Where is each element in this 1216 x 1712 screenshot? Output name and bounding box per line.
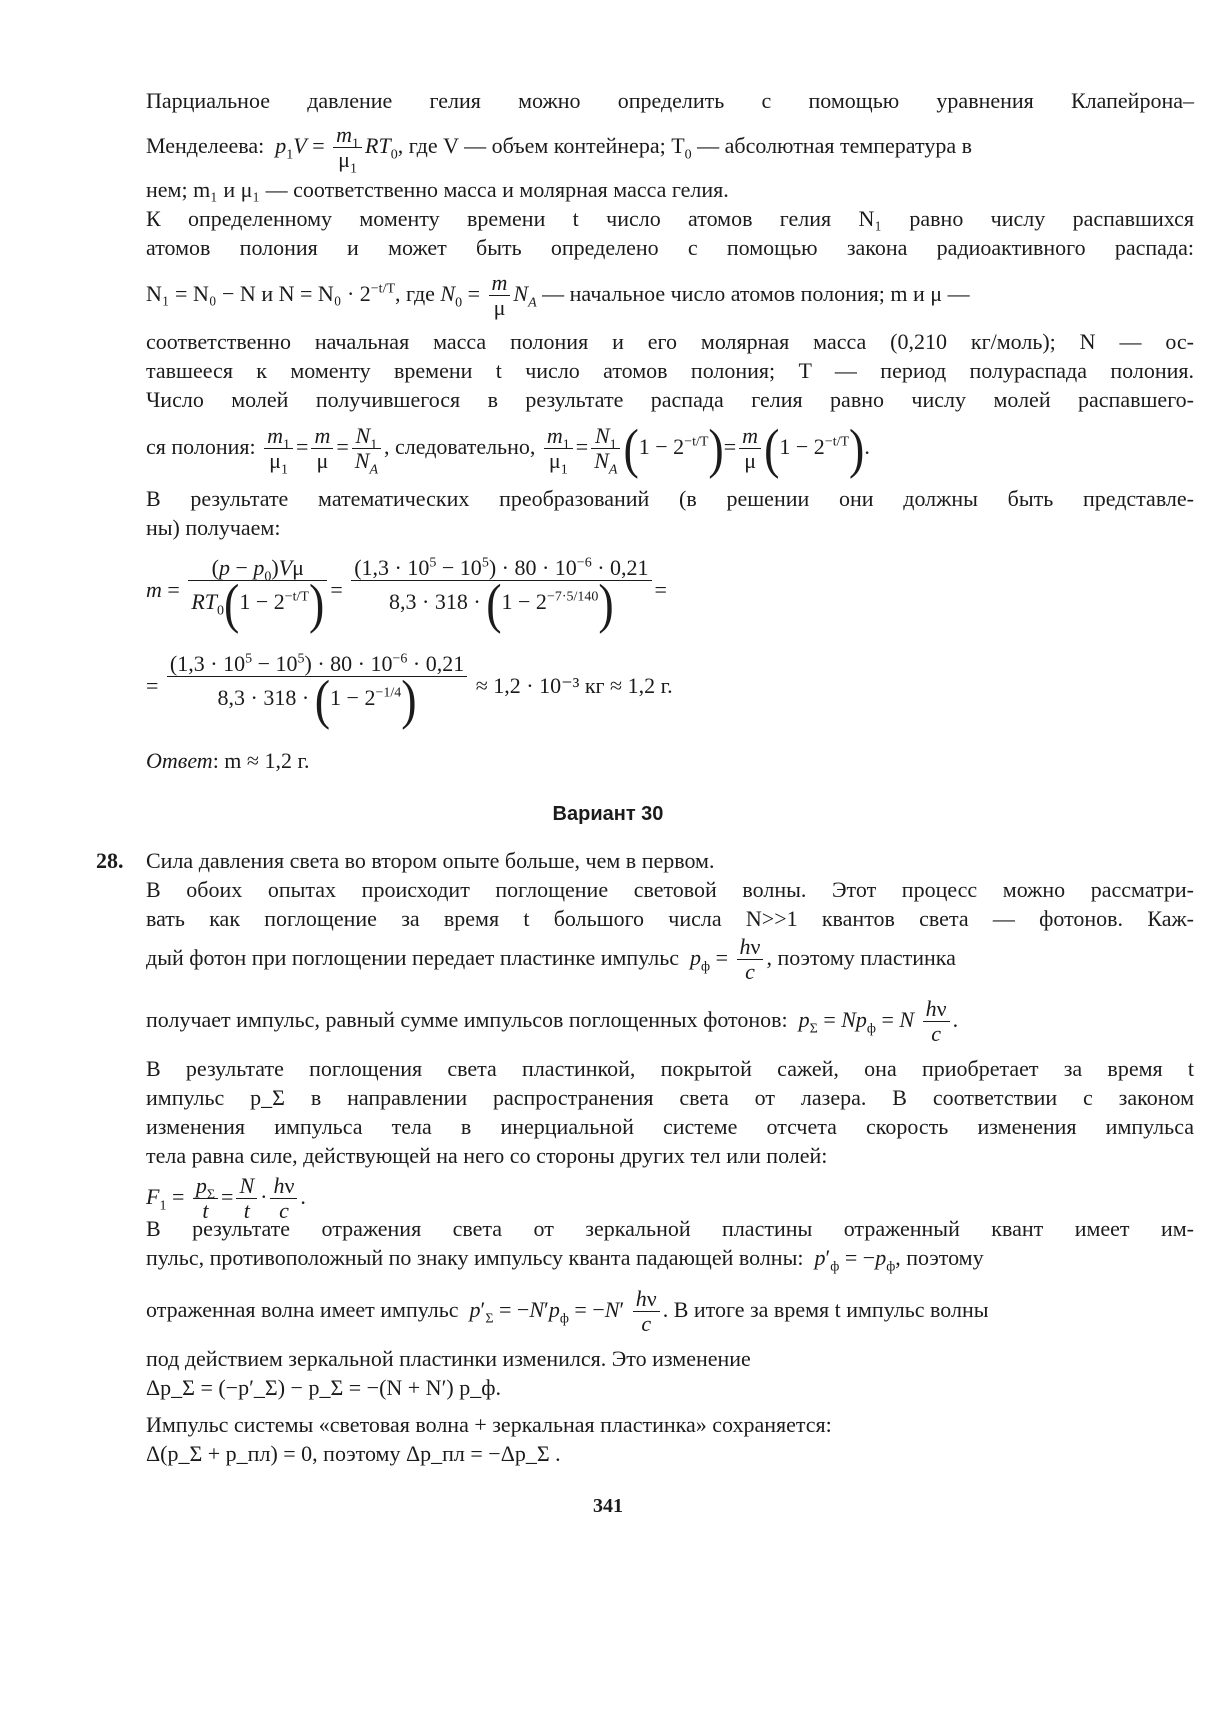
answer-value: : m ≈ 1,2 г. <box>212 748 310 773</box>
text-line: К определенному моменту времени t число атомов гелия N₁ равно числу распавшихся <box>146 206 1194 231</box>
problem-28-intro <box>146 846 1194 933</box>
page-number: 341 <box>593 1495 623 1517</box>
total-momentum-line: получает импульс, равный сумме импульсов поглощенных фотонов: $p_\Sigma = Np_ф = N$ $\frac{h\nu}{c}$ . <box>146 996 959 1047</box>
answer-line <box>146 746 1194 775</box>
formula-part: Δ(p_Σ + p_пл) = 0 <box>146 1441 313 1466</box>
text-line: изменения импульса тела в инерциальной системе отсчета скорость изменения импульса <box>146 1114 1194 1139</box>
decay-law-line: N₁ = N₀ − N и $N = N_0 \cdot 2^{-t/T}$, где $N_0$ = $\frac{m}{\mu}$ $N_A$ — начальное число атомов полония; m и μ — <box>146 270 970 321</box>
text-line: — начальное число атомов полония; m и μ — <box>542 281 970 306</box>
text-line: Импульс системы «световая волна + зеркальная пластинка» сохраняется: <box>146 1412 832 1437</box>
text-line: В обоих опытах происходит поглощение световой волны. Этот процесс можно рассматри- <box>146 877 1194 902</box>
reflected-quantum-line: пульс, противоположный по знаку импульсу кванта падающей волны: $p'_ф = -p_ф$, поэтому <box>146 1245 984 1275</box>
variant-title: Вариант 30 <box>552 803 664 825</box>
text-line: В результате отражения света от зеркальной пластины отраженный квант имеет им- <box>146 1216 1194 1241</box>
text-line: получает импульс, равный сумме импульсов поглощенных фотонов: <box>146 1007 788 1032</box>
conservation-formula <box>146 1439 1194 1468</box>
force-formula-line: $F_1$ = $\frac{p_\Sigma}{t}$ = $\frac{N}{t}$ · $\frac{h\nu}{c}$ . <box>146 1173 306 1224</box>
text-line: под действием зеркальной пластинки изменился. Это изменение <box>146 1346 751 1371</box>
paragraph-conservation <box>146 1410 1194 1468</box>
fraction-m-mu: $\frac{m}{\mu}$ <box>489 271 511 320</box>
text-line: . В итоге за время t импульс волны <box>662 1297 989 1322</box>
text-line: Δp_Σ = (−p′_Σ) − p_Σ = −(N + N′) p_ф. <box>146 1375 501 1400</box>
paragraph-mirror <box>146 1214 1194 1243</box>
text-line: , где V — объем контейнера; T <box>397 133 685 158</box>
text-line: нем; m₁ и μ₁ — соответственно масса и молярная масса гелия. <box>146 177 729 202</box>
text-line: , поэтому <box>895 1245 984 1270</box>
paragraph-transform <box>146 484 1194 542</box>
fraction-m1-mu1: $\frac{m_1}{\mu_1}$ <box>333 123 362 172</box>
paragraph-soot <box>146 1054 1194 1170</box>
text-line: тавшееся к моменту времени t число атомов полония; T — период полураспада полония. <box>146 358 1194 383</box>
text-line: — абсолютная температура в <box>697 133 972 158</box>
text-line: отраженная волна имеет импульс <box>146 1297 459 1322</box>
text-line: Парциальное давление гелия можно определить с помощью уравнения Клапейрона– <box>146 88 1194 113</box>
text-line: N₁ = N₀ − N и N = N₀ · 2 <box>146 281 371 306</box>
text-line: ны) получаем: <box>146 515 281 540</box>
text-line: ся полония: <box>146 434 256 459</box>
moles-equation-line: ся полония: $\frac{m_1}{\mu_1}$ = $\frac{m}{\mu}$ = $\frac{N_1}{N_A}$ , следовательно, $\frac{m_1}{\mu_1}$ = $\frac{N_1}{N_A}$ $(1 - 2^{-t/T})=$ $\frac{m}{\mu}$ $(1 - 2^{-t/T})$. <box>146 417 870 479</box>
text-line: , поэтому пластинка <box>766 945 956 970</box>
photon-momentum-line: дый фотон при поглощении передает пластинке импульс $p_ф$ = $\frac{h\nu}{c}$ , поэтому пластинка <box>146 934 956 985</box>
text-line: пульс, противоположный по знаку импульсу кванта падающей волны: <box>146 1245 804 1270</box>
answer-label: Ответ <box>146 748 213 773</box>
paragraph-helium <box>146 86 1194 115</box>
text-line: Сила давления света во втором опыте больше, чем в первом. <box>146 848 715 873</box>
formula-m-line2: = $\frac{(1,3 \cdot 10^5 - 10^5) \cdot 80 \cdot 10^{-6} \cdot 0,21}{8,3 \cdot 318 \cdot (1 - 2^{-1/4})}$ ≈ 1,2 · 10⁻³ кг ≈ 1,2 г. <box>146 651 673 731</box>
text-line: импульс p_Σ в направлении распространения света от лазера. В соответствии с законом <box>146 1085 1194 1110</box>
text-line: , где <box>395 281 435 306</box>
text-line: тела равна силе, действующей на него со стороны других тел или полей: <box>146 1143 828 1168</box>
paragraph-helium-2 <box>146 175 1194 262</box>
clapeyron-line: Менделеева: $p_1V$ = $\frac{m_1}{\mu_1}$ $RT_0$, где V — объем контейнера; $T_0$ — абсолютная температура в <box>146 122 972 177</box>
text-line: соответственно начальная масса полония и его молярная масса (0,210 кг/моль); N — ос- <box>146 329 1194 354</box>
text-line: , следовательно, <box>384 434 536 459</box>
problem-number: 28. <box>96 848 124 873</box>
formula-m-line1: m = $\frac{(p - p_0)V\mu}{RT_0(1 - 2^{-t/T})}$ = $\frac{(1,3 \cdot 10^5 - 10^5) \cdot 80 \cdot 10^{-6} \cdot 0,21}{8,3 \cdot 318 \cdot (1 - 2^{-7\cdot 5/140})}$ = <box>146 555 667 635</box>
text-part: , поэтому <box>312 1441 401 1466</box>
reflected-wave-line: отраженная волна имеет импульс $p'_\Sigma = -N'p_ф = -N'$ $\frac{h\nu}{c}$ . В итоге за время t импульс волны <box>146 1286 989 1337</box>
text-line: дый фотон при поглощении передает пластинке импульс <box>146 945 680 970</box>
text-line: В результате математических преобразований (в решении они должны быть представле- <box>146 486 1194 511</box>
text-line: В результате поглощения света пластинкой, покрытой сажей, она приобретает за время t <box>146 1056 1194 1081</box>
formula-part: Δp_пл = −Δp_Σ . <box>405 1441 561 1466</box>
text-line: вать как поглощение за время t большого числа N>>1 квантов света — фотонов. Каж- <box>146 906 1194 931</box>
paragraph-change <box>146 1344 1194 1402</box>
paragraph-polonium <box>146 327 1194 414</box>
text-line: Менделеева: <box>146 133 265 158</box>
text-line: атомов полония и может быть определено с помощью закона радиоактивного распада: <box>146 235 1194 260</box>
result-text: ≈ 1,2 · 10⁻³ кг ≈ 1,2 г. <box>475 673 673 698</box>
text-line: Число молей получившегося в результате распада гелия равно числу молей распавшего- <box>146 387 1194 412</box>
